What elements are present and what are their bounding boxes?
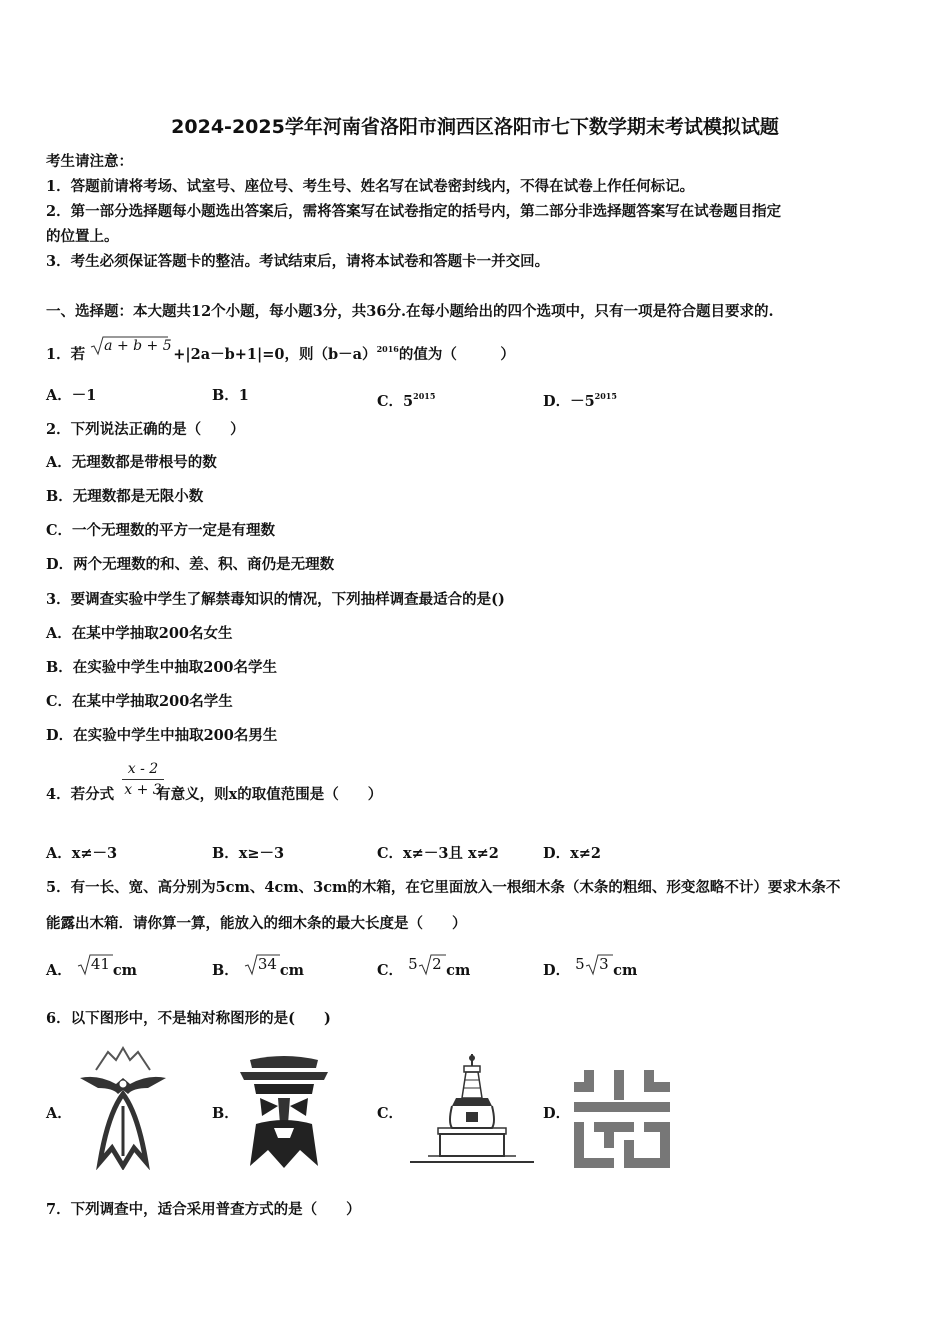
q5-option-d[interactable] [543,955,638,981]
q4-option-d[interactable]: D．x≠2 [543,845,601,862]
q1-option-c[interactable] [377,386,435,412]
question-4 [46,785,382,805]
notice-item-3: 3．考生必须保证答题卡的整洁。考试结束后，请将本试卷和答题卡一并交回。 [46,253,550,270]
question-3: 3．要调查实验中学生了解禁毒知识的情况，下列抽样调查最适合的是() [46,591,505,608]
q5-option-b-label: B． [212,962,239,979]
q6-option-b-label[interactable]: B． [212,1105,239,1122]
q5-option-b[interactable] [212,955,304,981]
question-2: 2．下列说法正确的是（ ） [46,421,245,438]
q5-option-c-coef: 5 [408,955,418,973]
notice-item-2: 2．第一部分选择题每小题选出答案后，需将答案写在试卷指定的括号内，第二部分非选择题答案写在试卷题目指定 [46,203,782,220]
q1-exponent: 2016 [376,344,399,354]
q5-option-c[interactable] [377,955,471,981]
q5-option-b-unit: cm [279,962,304,979]
question-5-line-1: 5．有一长、宽、高分别为5cm、4cm、3cm的木箱，在它里面放入一根细木条（木条的粗细、形变忽略不计）要求木条不 [46,879,841,896]
q5-option-a-radicand: 41 [90,955,110,973]
figure-c-pagoda-icon[interactable] [408,1052,536,1170]
q1-option-b[interactable]: B．1 [212,387,249,404]
notice-heading: 考生请注意： [46,153,133,170]
figure-b-opera-mask-icon[interactable] [240,1054,328,1170]
q5-option-c-unit: cm [446,962,471,979]
q5-option-d-unit: cm [613,962,638,979]
q1-option-d-base: D．－5 [543,393,595,410]
q1-option-c-exp: 2015 [413,391,436,401]
q5-option-c-sqrt [408,955,446,981]
q3-option-d[interactable]: D．在实验中学生中抽取200名男生 [46,727,278,744]
q6-option-a-label[interactable]: A． [46,1105,72,1122]
q5-option-d-coef: 5 [575,955,585,973]
question-7: 7．下列调查中，适合采用普查方式的是（ ） [46,1201,361,1218]
q6-option-d-label[interactable]: D． [543,1105,571,1122]
q4-pre: 4．若分式 [46,786,115,803]
q5-option-c-radicand: 2 [432,955,442,973]
q1-option-a[interactable]: A．－1 [46,387,97,404]
q5-option-b-radicand: 34 [257,955,277,973]
q4-option-a[interactable]: A．x≠－3 [46,845,118,862]
q1-option-d[interactable] [543,386,617,412]
q2-option-a[interactable]: A．无理数都是带根号的数 [46,454,217,471]
q5-option-b-sqrt [244,955,280,981]
q1-radicand: a + b + 5 [104,338,172,354]
q4-option-b[interactable]: B．x≥－3 [212,845,285,862]
section-heading: 一、选择题：本大题共12个小题，每小题3分，共36分.在每小题给出的四个选项中，只有一项是符合题目要求的. [46,303,774,320]
q5-option-d-sqrt [575,955,613,981]
q5-option-a-sqrt [77,955,113,981]
q4-numerator: x - 2 [127,761,159,777]
q2-option-d[interactable]: D．两个无理数的和、差、积、商仍是无理数 [46,556,335,573]
q3-option-b[interactable]: B．在实验中学生中抽取200名学生 [46,659,278,676]
fraction-bar [122,779,164,780]
q1-mid: +|2a－b+1|=0，则（b－a） [173,346,377,363]
q3-option-c[interactable]: C．在某中学抽取200名学生 [46,693,233,710]
q1-sqrt [90,338,172,365]
q4-option-c[interactable]: C．x≠－3且 x≠2 [377,845,499,862]
question-1 [46,339,515,365]
q4-fraction [122,760,164,799]
q2-option-c[interactable]: C．一个无理数的平方一定是有理数 [46,522,276,539]
q5-option-a[interactable] [46,955,137,981]
question-5-line-2: 能露出木箱．请你算一算，能放入的细木条的最大长度是（ ） [46,915,467,932]
notice-item-1: 1．答题前请将考场、试室号、座位号、考生号、姓名写在试卷密封线内，不得在试卷上作任何标记。 [46,178,695,195]
q5-option-c-label: C． [377,962,404,979]
q1-option-c-base: C．5 [377,393,414,410]
q6-option-c-label[interactable]: C． [377,1105,404,1122]
figure-d-pattern-icon[interactable] [574,1070,670,1168]
q5-option-d-label: D． [543,962,571,979]
q5-option-a-unit: cm [112,962,137,979]
notice-item-2-cont: 的位置上。 [46,228,119,245]
page-title: 2024-2025学年河南省洛阳市涧西区洛阳市七下数学期末考试模拟试题 [171,116,779,138]
q5-option-d-radicand: 3 [599,955,609,973]
q1-option-d-exp: 2015 [594,391,617,401]
q2-option-b[interactable]: B．无理数都是无限小数 [46,488,204,505]
q5-option-a-label: A． [46,962,72,979]
q4-denominator: x + 3 [124,782,162,798]
q1-tail: 的值为（ ） [398,346,515,363]
figure-a-bird-icon[interactable] [78,1044,168,1170]
q1-number: 1．若 [46,346,86,363]
question-6: 6．以下图形中，不是轴对称图形的是( ) [46,1010,331,1027]
q4-post: 有意义，则x的取值范围是（ ） [156,786,383,803]
q3-option-a[interactable]: A．在某中学抽取200名女生 [46,625,233,642]
